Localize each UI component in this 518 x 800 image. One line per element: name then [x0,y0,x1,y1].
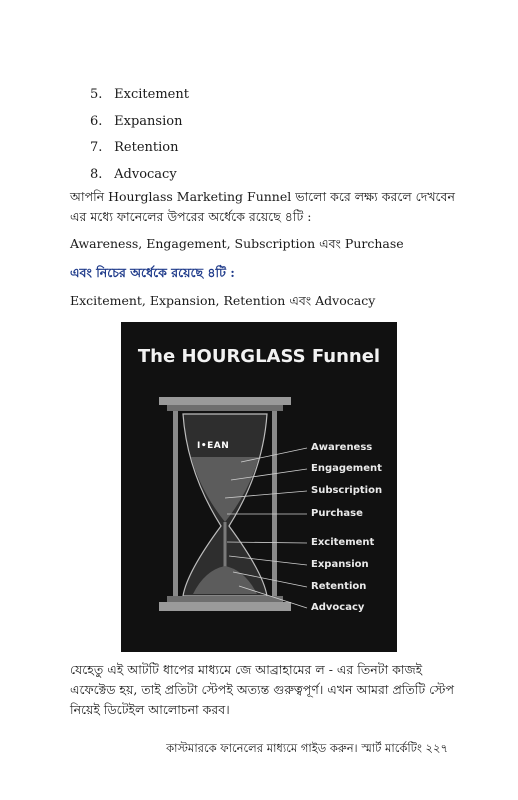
list-item: 7. Retention [90,140,179,155]
page-footer: কাস্টমারকে ফানেলের মাধ্যমে গাইড করুন। স্মার্ট মার্কেটিং ২২৭ [166,741,448,755]
paragraph-subheading: এবং নিচের অর্ধেকে রয়েছে ৪টি : [70,265,235,280]
top-plate-lower [167,405,283,411]
list-item: 8. Advocacy [90,166,177,182]
brand-logo: I•EAN [197,441,230,451]
label-purchase: Purchase [311,508,363,519]
list-item: 5. Excitement [90,87,189,102]
right-pillar [272,411,277,596]
figure-title: The HOURGLASS Funnel [137,346,381,367]
label-engagement: Engagement [311,463,382,474]
label-excitement: Excitement [311,537,375,548]
bottom-plate-upper [167,596,283,602]
top-plate [159,397,291,405]
label-retention: Retention [311,581,367,592]
label-expansion: Expansion [311,559,369,570]
paragraph-upper-half: Awareness, Engagement, Subscription এবং Purchase [70,236,404,251]
label-subscription: Subscription [311,485,383,496]
label-advocacy: Advocacy [311,602,365,613]
paragraph-intro: আপনি Hourglass Marketing Funnel ভালো করে লক্ষ্য করলে দেখবেন এর মধ্যে ফানেলের উপরের অর্ধেকে রয়েছে ৪টি : [70,189,455,224]
bottom-plate [159,602,291,611]
hourglass-figure [121,322,397,652]
sand-stream [224,522,227,570]
numbered-list [90,82,189,188]
left-pillar [173,411,178,596]
label-awareness: Awareness [311,442,373,453]
paragraph-lower-half: Excitement, Expansion, Retention এবং Advocacy [70,293,376,308]
list-item: 6. Expansion [90,113,183,129]
paragraph-conclusion: যেহেতু এই আটটি ধাপের মাধ্যমে জে আব্রাহামের ল - এর তিনটা কাজই এফেক্টেড হয়, তাই প্রতিটা স্টেপই অত্যন্ত গুরুত্বপূর্ণ। এখন আমরা প্রতিটি স্টেপ নিয়েই ডিটেইল আলোচনা করব। [70,662,455,717]
